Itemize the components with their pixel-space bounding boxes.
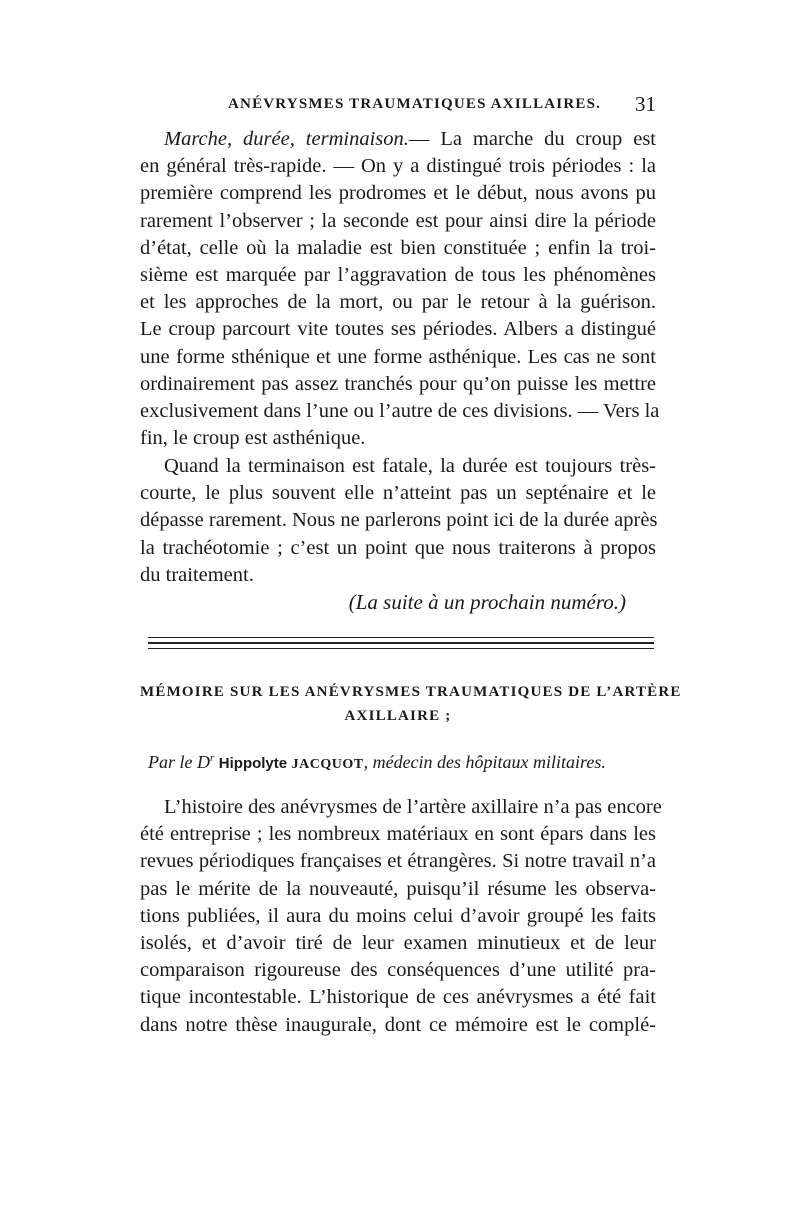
text-line: Le croup parcourt vite toutes ses périodes. Albers a distingué [140,318,656,341]
divider-rule [148,642,654,644]
text-line: tions publiées, il aura du moins celui d’avoir groupé les faits [140,904,656,927]
article-title-line: AXILLAIRE ; [344,708,452,724]
paragraph-histoire [140,794,662,1039]
paragraph-marche [140,126,660,452]
text-line: Quand la terminaison est fatale, la durée est toujours très- [164,455,656,477]
continuation-note: (La suite à un prochain numéro.) [348,590,626,614]
divider-rule [148,637,654,638]
paragraph-terminaison [140,453,656,589]
article-title-line: MÉMOIRE SUR LES ANÉVRYSMES TRAUMATIQUES DE L’ARTÈRE [140,684,682,700]
text-line: et les approches de la mort, ou par le retour à la guérison. [140,291,656,314]
text-line: rarement l’observer ; la seconde est pour ainsi dire la période [140,209,656,232]
text-line: en général très-rapide. — On y a distingué trois périodes : la [140,155,656,178]
text-line: dans notre thèse inaugurale, dont ce mémoire est le complé- [140,1013,656,1036]
text-line: ordinairement pas assez tranchés pour qu’on puisse les mettre [140,372,656,395]
text-line: isolés, et d’avoir tiré de leur examen minutieux et de leur [140,932,656,955]
text-line: la trachéotomie ; c’est un point que nous traiterons à propos [140,536,656,559]
text-line: revues périodiques françaises et étrangères. Si notre travail n’a [140,850,656,873]
text-line: exclusivement dans l’une ou l’autre de ces divisions. — Vers la [140,400,660,423]
divider-rule [148,648,654,649]
text-line: du traitement. [140,563,254,586]
text-line: comparaison rigoureuse des conséquences d’une utilité pra- [140,959,656,982]
text-line: dépasse rarement. Nous ne parlerons point ici de la durée après [140,509,658,532]
text-line: sième est marquée par l’aggravation de tous les phénomènes [140,264,656,287]
text-line: fin, le croup est asthénique. [140,427,366,450]
text-line: pas le mérite de la nouveauté, puisqu’il résume les observa- [140,877,656,900]
running-head-title: ANÉVRYSMES TRAUMATIQUES AXILLAIRES. [228,96,602,112]
text-line: Marche, durée, terminaison.— La marche du croup est [164,128,656,150]
text-line: une forme sthénique et une forme asthénique. Les cas ne sont [140,345,656,368]
text-line: tique incontestable. L’historique de ces anévrysmes a été fait [140,986,656,1009]
author-first-name: Hippolyte [218,755,288,772]
text-line: première comprend les prodromes et le début, nous avons pu [140,182,656,205]
text-line: d’état, celle où la maladie est bien constituée ; enfin la troi- [140,236,656,259]
section-lead: Marche, durée, terminaison. [164,128,409,150]
page-number: 31 [635,92,656,116]
article-byline: Par le $D^r$ Hippolyte JACQUOT, médecin des hôpitaux militaires. [148,752,606,772]
article-title [140,680,682,728]
text-line: L’histoire des anévrysmes de l’artère axillaire n’a pas encore [164,796,662,818]
author-last-name: JACQUOT [291,757,364,772]
text-line: courte, le plus souvent elle n’atteint pas un septénaire et le [140,482,656,505]
text-line: été entreprise ; les nombreux matériaux en sont épars dans les [140,823,656,846]
